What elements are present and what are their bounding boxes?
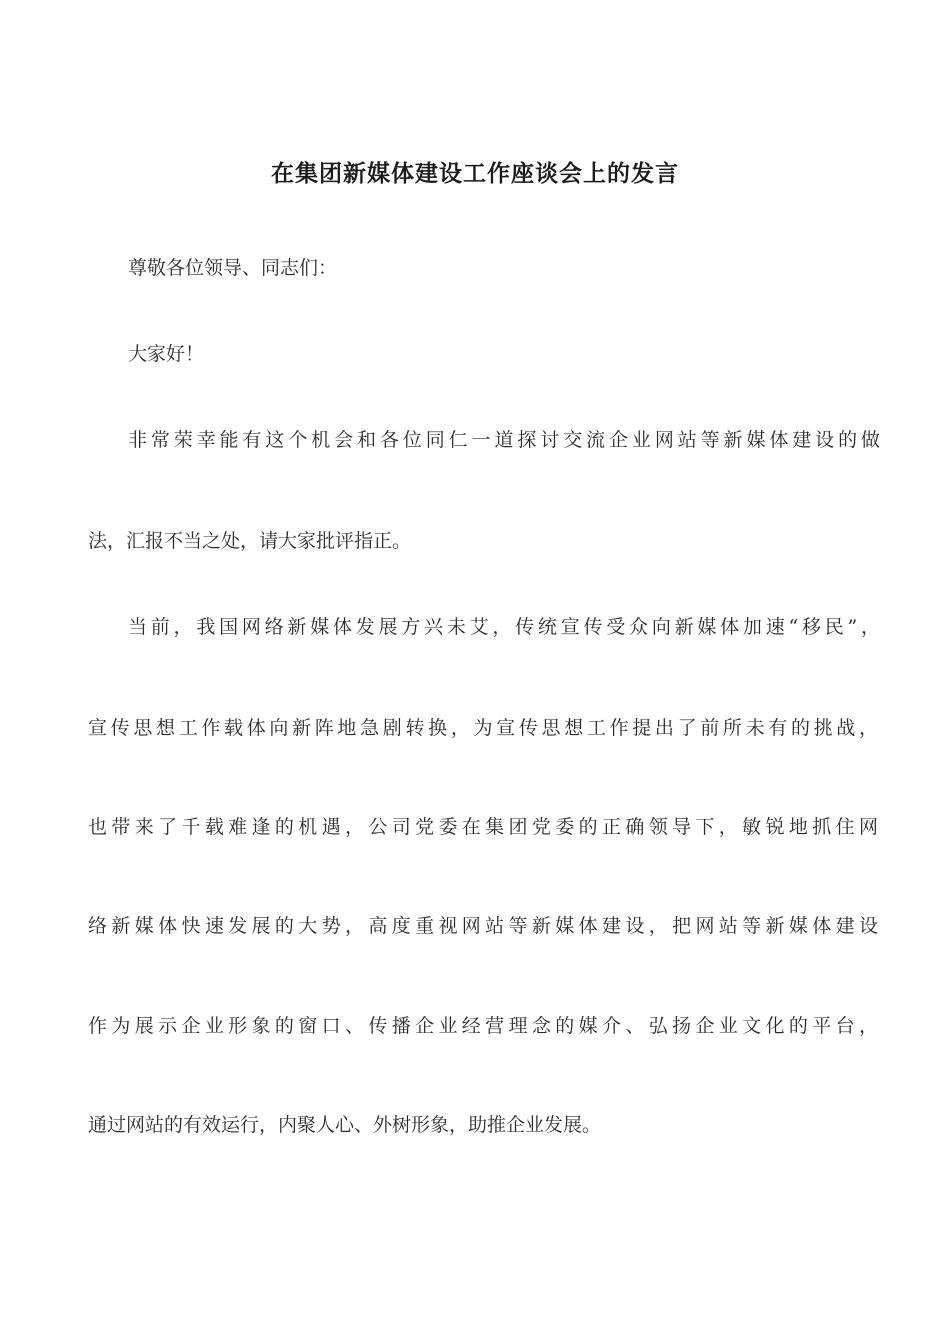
- paragraph-2-line-2: 宣传思想工作载体向新阵地急剧转换，为宣传思想工作提出了前所未有的挑战，: [88, 717, 878, 739]
- paragraph-2-line-5: 作为展示企业形象的窗口、传播企业经营理念的媒介、弘扬企业文化的平台，: [88, 1015, 878, 1037]
- document-title: 在集团新媒体建设工作座谈会上的发言: [271, 160, 679, 187]
- paragraph-1-line-1: 非常荣幸能有这个机会和各位同仁一道探讨交流企业网站等新媒体建设的做: [128, 429, 880, 451]
- paragraph-2-line-4: 络新媒体快速发展的大势，高度重视网站等新媒体建设，把网站等新媒体建设: [88, 915, 878, 937]
- paragraph-2-line-1: 当前，我国网络新媒体发展方兴未艾，传统宣传受众向新媒体加速“移民”，: [128, 616, 880, 638]
- greeting: 大家好！: [128, 343, 205, 365]
- paragraph-2-line-6: 通过网站的有效运行，内聚人心、外树形象，助推企业发展。: [88, 1114, 602, 1136]
- paragraph-1-line-2: 法，汇报不当之处，请大家批评指正。: [88, 530, 412, 552]
- salutation: 尊敬各位领导、同志们：: [128, 257, 338, 279]
- paragraph-2-line-3: 也带来了千载难逢的机遇，公司党委在集团党委的正确领导下，敏锐地抓住网: [88, 816, 878, 838]
